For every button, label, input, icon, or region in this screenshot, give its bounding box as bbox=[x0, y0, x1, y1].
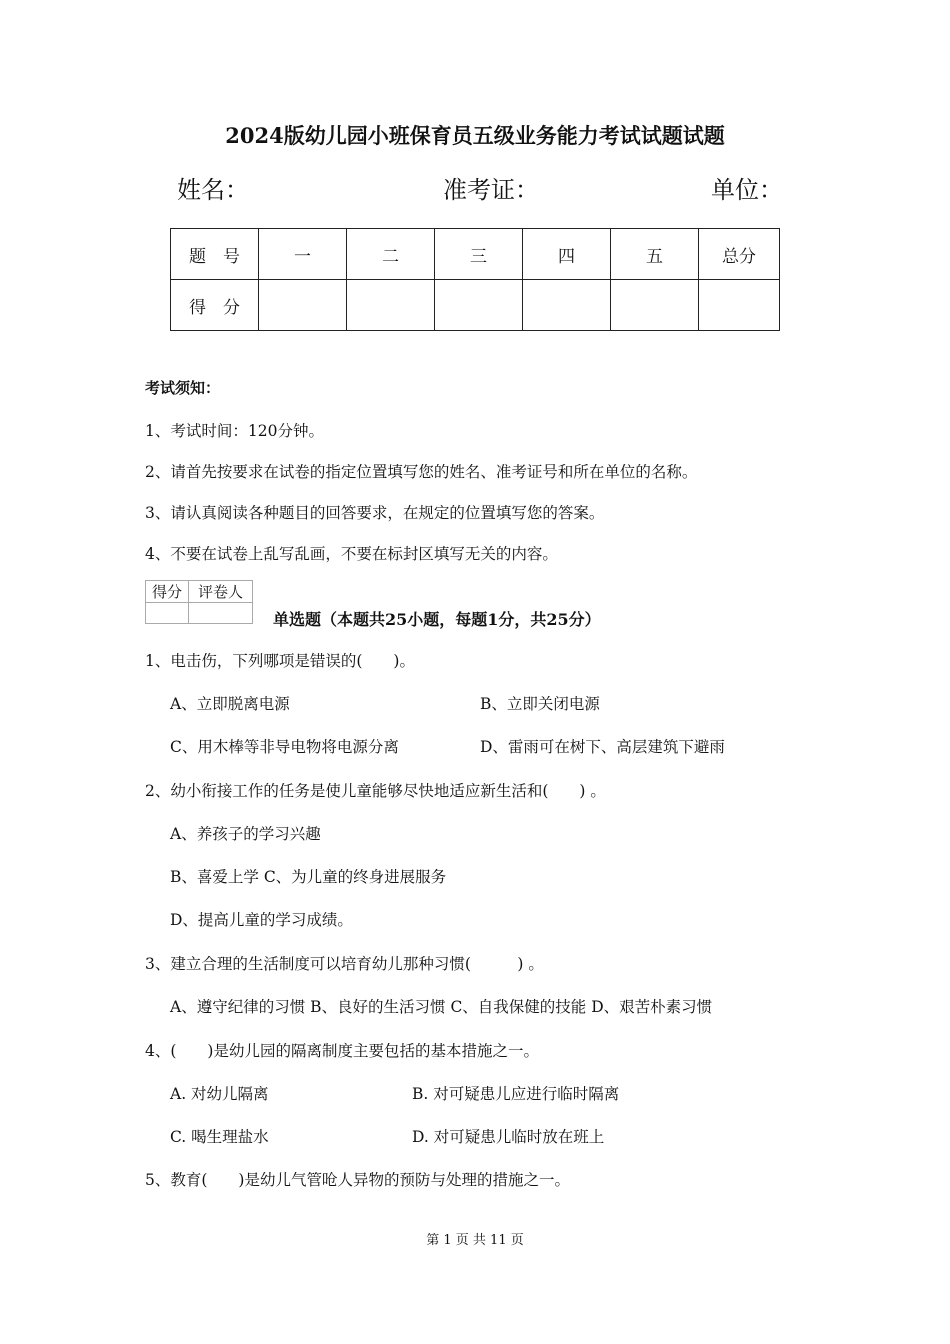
score-cell-2[interactable] bbox=[347, 280, 435, 331]
score-row-label: 得 分 bbox=[171, 280, 259, 331]
document-title: 2024版幼儿园小班保育员五级业务能力考试试题试题 bbox=[225, 123, 725, 148]
question-option: A、养孩子的学习兴趣 bbox=[170, 825, 321, 843]
question-option: A、立即脱离电源 bbox=[170, 695, 290, 713]
score-cell-4[interactable] bbox=[523, 280, 611, 331]
notice-heading: 考试须知： bbox=[145, 379, 221, 397]
question-stem: 4、( )是幼儿园的隔离制度主要包括的基本措施之一。 bbox=[145, 1042, 539, 1060]
score-table-header-row bbox=[171, 229, 780, 280]
header-cell-question-no: 题 号 bbox=[171, 229, 259, 280]
notice-item: 2、请首先按要求在试卷的指定位置填写您的姓名、准考证号和所在单位的名称。 bbox=[145, 463, 698, 481]
unit-field-label: 单位： bbox=[711, 176, 783, 204]
notice-item: 3、请认真阅读各种题目的回答要求，在规定的位置填写您的答案。 bbox=[145, 504, 605, 522]
score-cell-total[interactable] bbox=[699, 280, 780, 331]
notice-item: 1、考试时间：120分钟。 bbox=[145, 422, 324, 440]
question-option: B、立即关闭电源 bbox=[480, 695, 600, 713]
exam-id-field-label: 准考证： bbox=[443, 176, 539, 204]
page-footer: 第 1 页 共 11 页 bbox=[426, 1233, 524, 1248]
grader-box bbox=[145, 580, 253, 624]
score-table bbox=[170, 228, 780, 331]
question-option: A. 对幼儿隔离 bbox=[170, 1085, 269, 1103]
score-cell-5[interactable] bbox=[611, 280, 699, 331]
score-cell-1[interactable] bbox=[259, 280, 347, 331]
question-stem: 1、电击伤，下列哪项是错误的( )。 bbox=[145, 652, 415, 670]
question-option: D、雷雨可在树下、高层建筑下避雨 bbox=[480, 738, 725, 756]
question-option: D、提高儿童的学习成绩。 bbox=[170, 911, 353, 929]
question-option: A、遵守纪律的习惯 B、良好的生活习惯 C、自我保健的技能 D、艰苦朴素习惯 bbox=[170, 998, 713, 1016]
score-cell-3[interactable] bbox=[435, 280, 523, 331]
header-cell-4: 四 bbox=[523, 229, 611, 280]
question-option: C、用木棒等非导电物将电源分离 bbox=[170, 738, 399, 756]
grader-score-cell[interactable] bbox=[146, 603, 189, 624]
score-table-score-row bbox=[171, 280, 780, 331]
notice-item: 4、不要在试卷上乱写乱画，不要在标封区填写无关的内容。 bbox=[145, 545, 558, 563]
header-cell-5: 五 bbox=[611, 229, 699, 280]
grader-reviewer-label: 评卷人 bbox=[189, 581, 253, 603]
name-field-label: 姓名： bbox=[177, 176, 249, 204]
section-title: 单选题（本题共25小题，每题1分，共25分） bbox=[273, 610, 601, 629]
question-option: D. 对可疑患儿临时放在班上 bbox=[412, 1128, 605, 1146]
question-stem: 5、教育( )是幼儿气管呛人异物的预防与处理的措施之一。 bbox=[145, 1171, 570, 1189]
header-cell-3: 三 bbox=[435, 229, 523, 280]
grader-score-label: 得分 bbox=[146, 581, 189, 603]
grader-reviewer-cell[interactable] bbox=[189, 603, 253, 624]
header-cell-total: 总分 bbox=[699, 229, 780, 280]
question-stem: 3、建立合理的生活制度可以培育幼儿那种习惯( ) 。 bbox=[145, 955, 544, 973]
question-option: C. 喝生理盐水 bbox=[170, 1128, 269, 1146]
header-cell-1: 一 bbox=[259, 229, 347, 280]
question-stem: 2、幼小衔接工作的任务是使儿童能够尽快地适应新生活和( ) 。 bbox=[145, 782, 606, 800]
header-cell-2: 二 bbox=[347, 229, 435, 280]
question-option: B、喜爱上学 C、为儿童的终身进展服务 bbox=[170, 868, 447, 886]
question-option: B. 对可疑患儿应进行临时隔离 bbox=[412, 1085, 620, 1103]
